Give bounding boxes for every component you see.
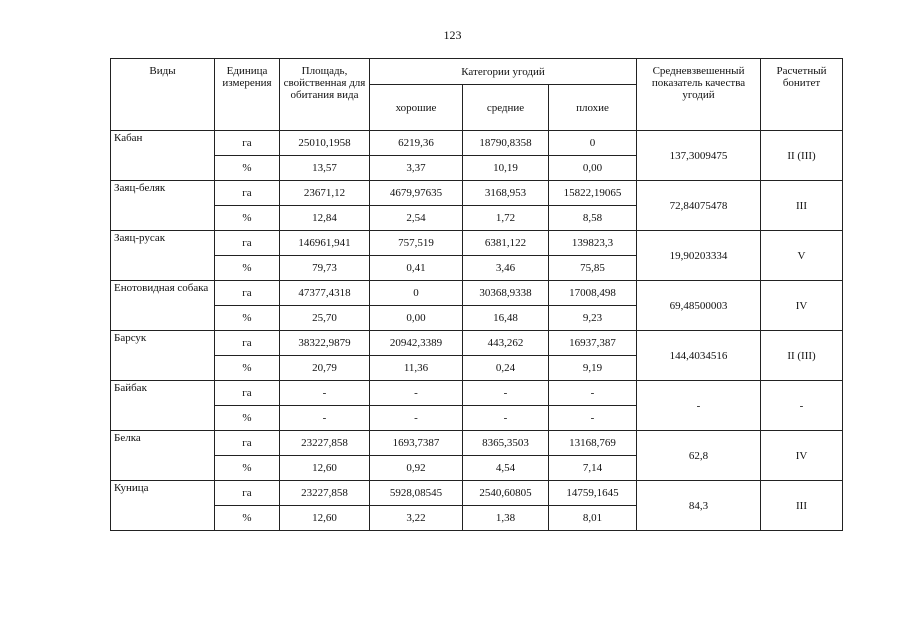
good-cell: 20942,3389	[370, 331, 463, 356]
poor-cell: 9,23	[549, 306, 637, 331]
area-cell: 25010,1958	[280, 131, 370, 156]
bonitet-cell: -	[761, 381, 843, 431]
area-cell: 20,79	[280, 356, 370, 381]
header-categories: Категории угодий	[370, 59, 637, 85]
poor-cell: 0	[549, 131, 637, 156]
header-poor: плохие	[549, 85, 637, 131]
medium-cell: 3168,953	[463, 181, 549, 206]
area-cell: 13,57	[280, 156, 370, 181]
medium-cell: -	[463, 381, 549, 406]
poor-cell: 14759,1645	[549, 481, 637, 506]
species-name: Белка	[111, 431, 215, 481]
header-area: Площадь, свойственная для обитания вида	[280, 59, 370, 131]
medium-cell: 6381,122	[463, 231, 549, 256]
good-cell: 6219,36	[370, 131, 463, 156]
habitat-table	[110, 58, 843, 531]
weighted-cell: 84,3	[637, 481, 761, 531]
medium-cell: 8365,3503	[463, 431, 549, 456]
good-cell: 3,22	[370, 506, 463, 531]
species-name: Байбак	[111, 381, 215, 431]
poor-cell: -	[549, 381, 637, 406]
unit-cell: га	[215, 481, 280, 506]
unit-cell: га	[215, 131, 280, 156]
unit-cell: га	[215, 331, 280, 356]
header-unit: Единица измерения	[215, 59, 280, 131]
unit-cell: %	[215, 456, 280, 481]
good-cell: -	[370, 406, 463, 431]
medium-cell: 3,46	[463, 256, 549, 281]
area-cell: 23227,858	[280, 431, 370, 456]
poor-cell: -	[549, 406, 637, 431]
medium-cell: 4,54	[463, 456, 549, 481]
species-name: Енотовидная собака	[111, 281, 215, 331]
good-cell: 11,36	[370, 356, 463, 381]
medium-cell: 30368,9338	[463, 281, 549, 306]
unit-cell: га	[215, 431, 280, 456]
poor-cell: 16937,387	[549, 331, 637, 356]
unit-cell: га	[215, 381, 280, 406]
medium-cell: 1,72	[463, 206, 549, 231]
weighted-cell: 69,48500003	[637, 281, 761, 331]
area-cell: -	[280, 381, 370, 406]
table-row	[111, 231, 843, 256]
bonitet-cell: IV	[761, 431, 843, 481]
bonitet-cell: III	[761, 181, 843, 231]
species-name: Заяц-русак	[111, 231, 215, 281]
bonitet-cell: II (III)	[761, 331, 843, 381]
good-cell: 757,519	[370, 231, 463, 256]
table-row	[111, 281, 843, 306]
species-name: Барсук	[111, 331, 215, 381]
medium-cell: 18790,8358	[463, 131, 549, 156]
header-medium: средние	[463, 85, 549, 131]
good-cell: -	[370, 381, 463, 406]
bonitet-cell: II (III)	[761, 131, 843, 181]
bonitet-cell: III	[761, 481, 843, 531]
medium-cell: 0,24	[463, 356, 549, 381]
header-species: Виды	[111, 59, 215, 131]
poor-cell: 0,00	[549, 156, 637, 181]
good-cell: 0,00	[370, 306, 463, 331]
area-cell: 23227,858	[280, 481, 370, 506]
table-row	[111, 181, 843, 206]
medium-cell: 1,38	[463, 506, 549, 531]
medium-cell: -	[463, 406, 549, 431]
unit-cell: %	[215, 406, 280, 431]
good-cell: 2,54	[370, 206, 463, 231]
area-cell: 25,70	[280, 306, 370, 331]
unit-cell: %	[215, 356, 280, 381]
weighted-cell: 137,3009475	[637, 131, 761, 181]
poor-cell: 9,19	[549, 356, 637, 381]
unit-cell: %	[215, 506, 280, 531]
poor-cell: 17008,498	[549, 281, 637, 306]
unit-cell: га	[215, 281, 280, 306]
medium-cell: 2540,60805	[463, 481, 549, 506]
unit-cell: %	[215, 306, 280, 331]
poor-cell: 8,58	[549, 206, 637, 231]
weighted-cell: 19,90203334	[637, 231, 761, 281]
page-number: 123	[443, 28, 462, 42]
area-cell: -	[280, 406, 370, 431]
header-bonitet: Расчетный бонитет	[761, 59, 843, 131]
unit-cell: %	[215, 206, 280, 231]
area-cell: 38322,9879	[280, 331, 370, 356]
poor-cell: 8,01	[549, 506, 637, 531]
table-row	[111, 331, 843, 356]
poor-cell: 75,85	[549, 256, 637, 281]
good-cell: 0,41	[370, 256, 463, 281]
species-name: Куница	[111, 481, 215, 531]
good-cell: 5928,08545	[370, 481, 463, 506]
good-cell: 1693,7387	[370, 431, 463, 456]
area-cell: 47377,4318	[280, 281, 370, 306]
unit-cell: %	[215, 156, 280, 181]
weighted-cell: -	[637, 381, 761, 431]
weighted-cell: 72,84075478	[637, 181, 761, 231]
weighted-cell: 144,4034516	[637, 331, 761, 381]
header-weighted: Средневзвешенный показатель качества угодий	[637, 59, 761, 131]
area-cell: 146961,941	[280, 231, 370, 256]
table-row	[111, 381, 843, 406]
weighted-cell: 62,8	[637, 431, 761, 481]
area-cell: 12,60	[280, 456, 370, 481]
unit-cell: га	[215, 231, 280, 256]
table-row	[111, 431, 843, 456]
medium-cell: 10,19	[463, 156, 549, 181]
table-row	[111, 131, 843, 156]
good-cell: 0,92	[370, 456, 463, 481]
unit-cell: %	[215, 256, 280, 281]
species-name: Заяц-беляк	[111, 181, 215, 231]
bonitet-cell: IV	[761, 281, 843, 331]
area-cell: 79,73	[280, 256, 370, 281]
poor-cell: 15822,19065	[549, 181, 637, 206]
poor-cell: 13168,769	[549, 431, 637, 456]
poor-cell: 7,14	[549, 456, 637, 481]
good-cell: 0	[370, 281, 463, 306]
bonitet-cell: V	[761, 231, 843, 281]
poor-cell: 139823,3	[549, 231, 637, 256]
area-cell: 12,84	[280, 206, 370, 231]
good-cell: 4679,97635	[370, 181, 463, 206]
header-good: хорошие	[370, 85, 463, 131]
good-cell: 3,37	[370, 156, 463, 181]
species-name: Кабан	[111, 131, 215, 181]
area-cell: 23671,12	[280, 181, 370, 206]
table-row	[111, 481, 843, 506]
medium-cell: 16,48	[463, 306, 549, 331]
area-cell: 12,60	[280, 506, 370, 531]
medium-cell: 443,262	[463, 331, 549, 356]
unit-cell: га	[215, 181, 280, 206]
